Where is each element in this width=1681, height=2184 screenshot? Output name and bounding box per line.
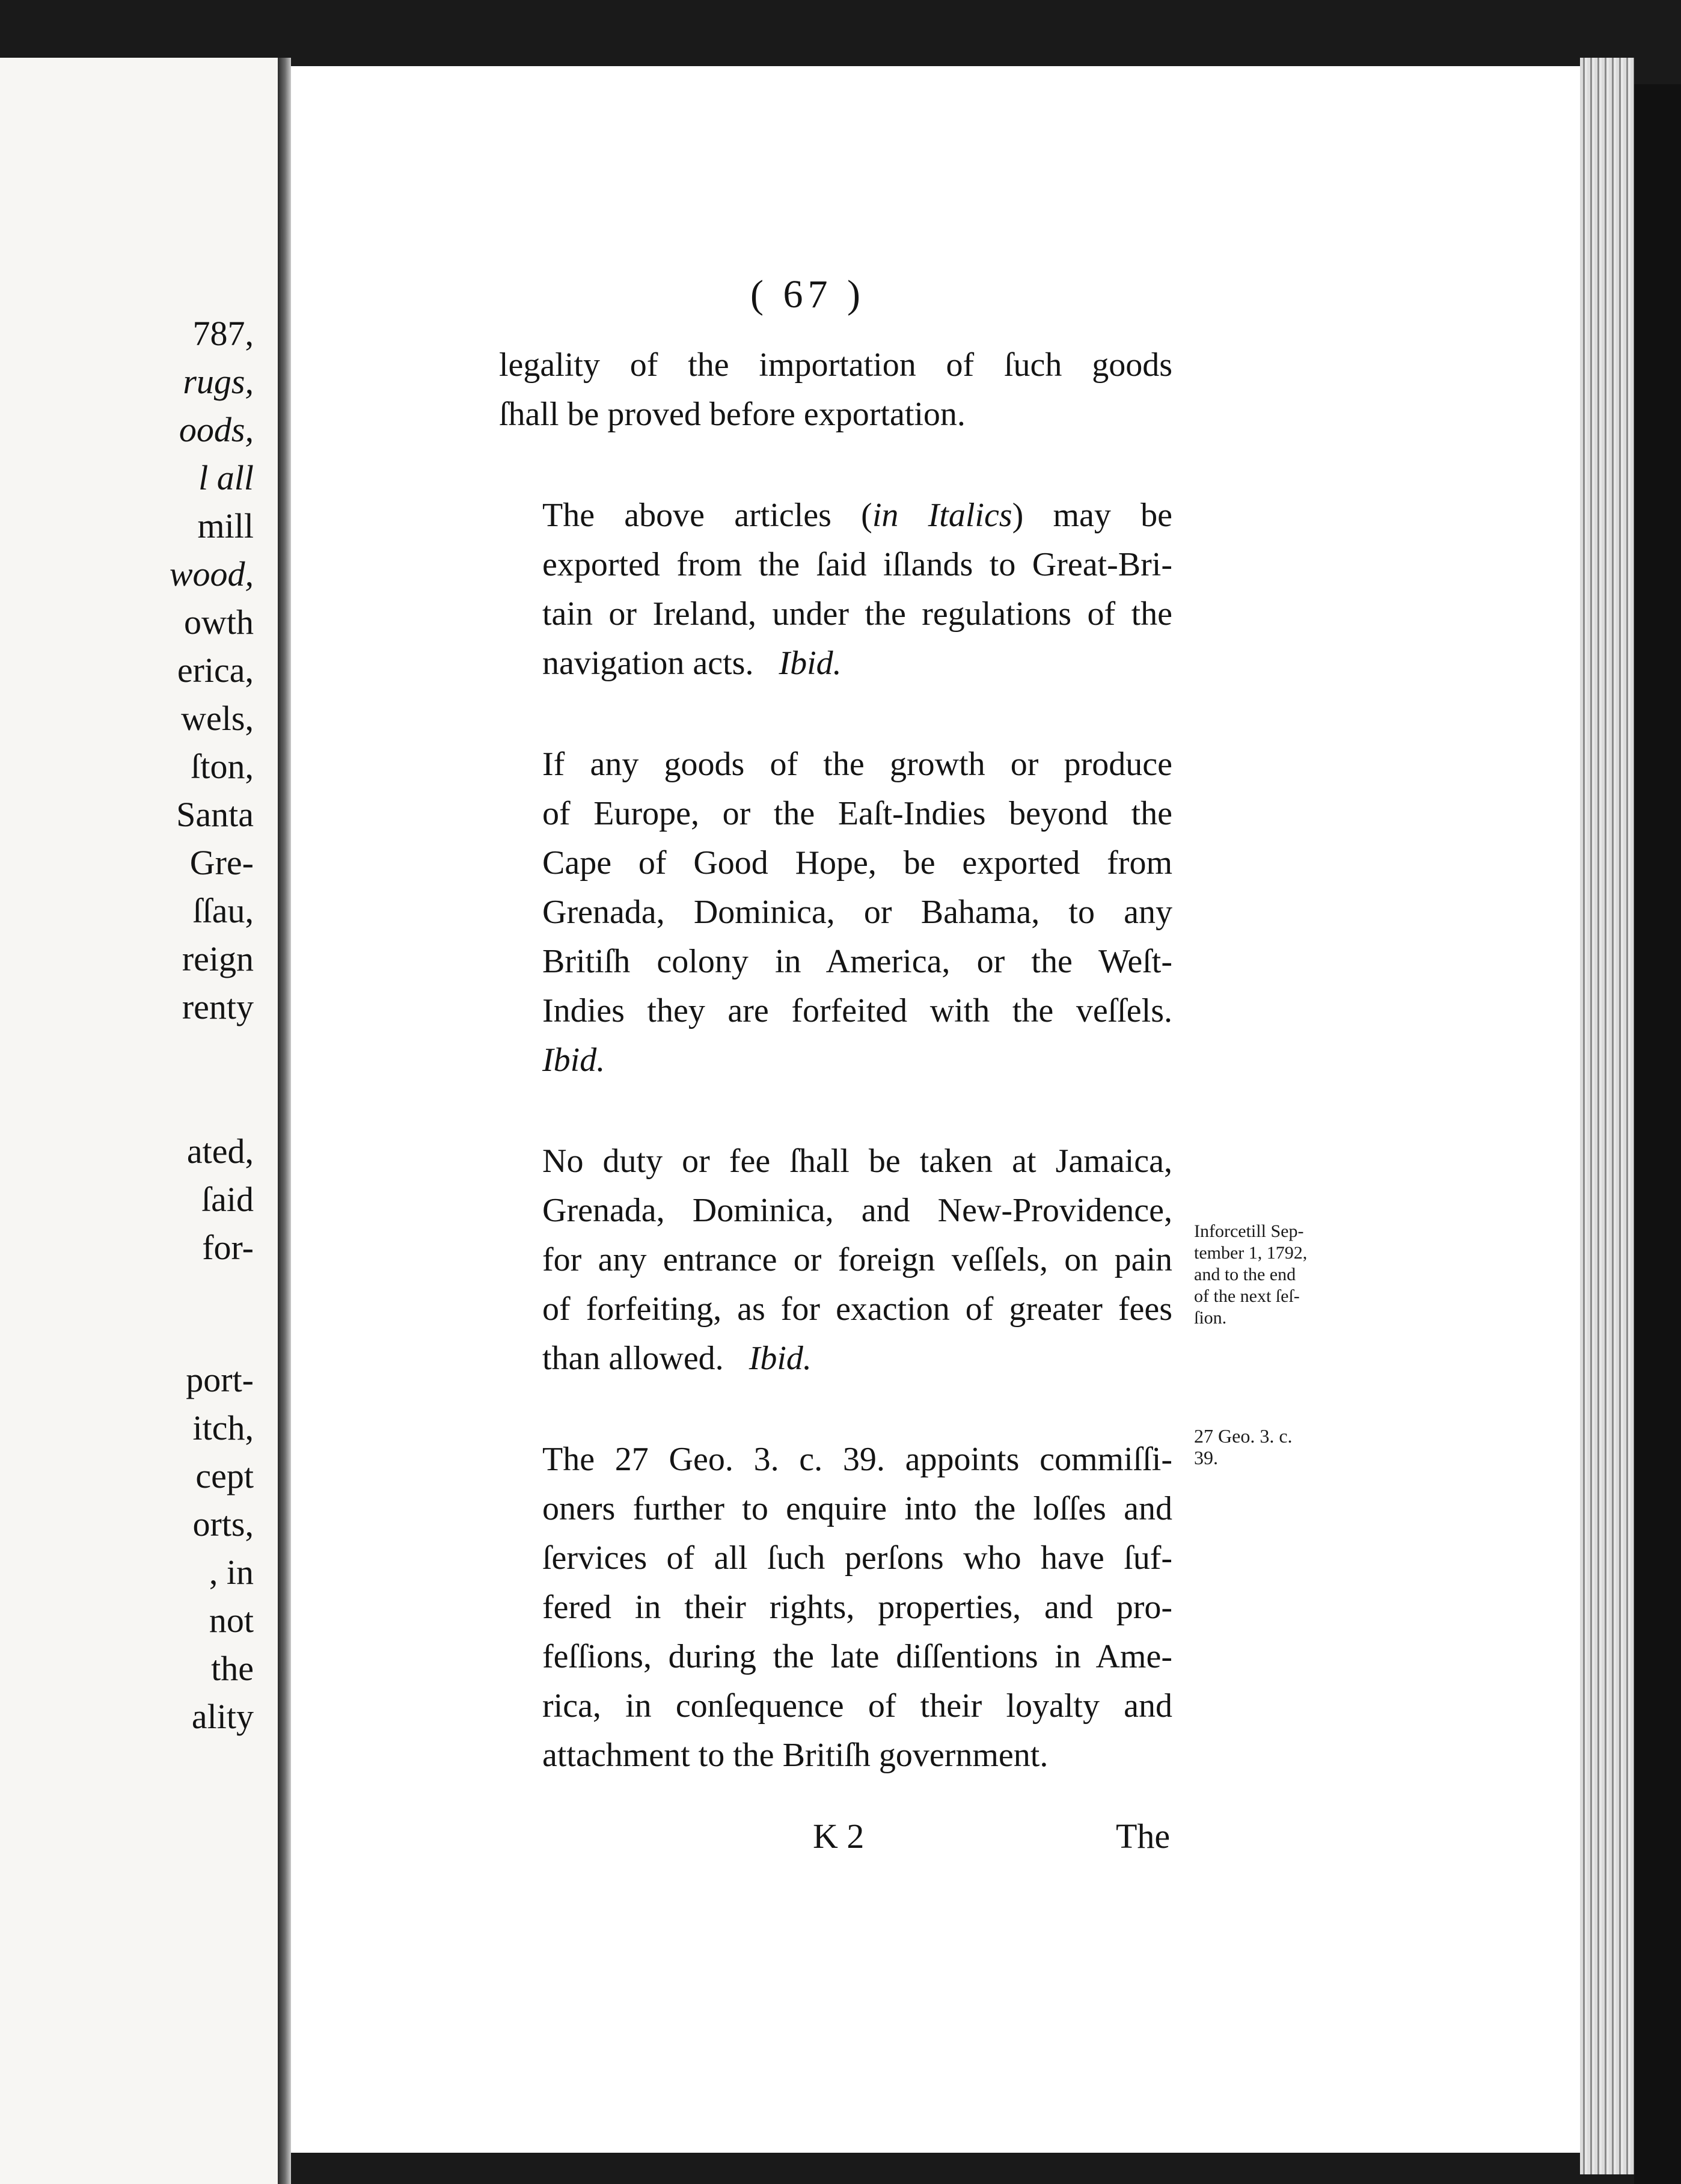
margin-note-line: 39.: [1194, 1447, 1218, 1468]
previous-page-line-end: not: [209, 1601, 254, 1640]
previous-page-line-end: the: [211, 1649, 254, 1688]
margin-note-line: 27 Geo. 3. c.: [1194, 1425, 1293, 1447]
previous-page-line-end: ſaid: [201, 1180, 254, 1219]
previous-page-line-end: ality: [191, 1697, 254, 1736]
previous-page-line-end: renty: [182, 987, 254, 1026]
text-line: Grenada, Dominica, or Bahama, to any: [542, 894, 1172, 931]
page-body-text: [499, 340, 1172, 1832]
text-line: than allowed. Ibid.: [542, 1340, 812, 1377]
text-line: Britiſh colony in America, or the Weſt-: [542, 943, 1172, 980]
margin-note-line: ſion.: [1194, 1308, 1227, 1328]
previous-page-line-end: orts,: [192, 1505, 254, 1544]
previous-page-line-end: 787,: [192, 314, 254, 353]
paragraph-4: [499, 1136, 1172, 1383]
text-line: [499, 1035, 1172, 1085]
gutter-shadow: [281, 229, 287, 1672]
signature-mark: K 2: [813, 1817, 865, 1856]
text-line: exported from the ſaid iſlands to Great-Bri-: [542, 546, 1172, 583]
margin-note-statute: [1194, 1425, 1293, 1468]
page-number: ( 67 ): [750, 272, 865, 316]
text-line: Indies they are forfeited with the veſſels.: [542, 992, 1172, 1029]
paragraph-2: [499, 491, 1172, 688]
previous-page-line-end: , in: [209, 1553, 254, 1592]
text-line: for any entrance or foreign veſſels, on pain: [542, 1241, 1172, 1278]
previous-page-line-end: itch,: [192, 1408, 254, 1447]
text-line: navigation acts. Ibid.: [542, 645, 842, 682]
previous-page-line-end: port-: [186, 1360, 254, 1399]
previous-page-line-end: ated,: [186, 1132, 254, 1171]
page-edges: [1580, 58, 1634, 2174]
previous-page-line-end: erica,: [177, 651, 254, 690]
italic-phrase: in Italics: [872, 497, 1012, 534]
paragraph-5: [499, 1435, 1172, 1780]
previous-page-line-end: Gre-: [189, 843, 254, 882]
previous-page-line-end: for-: [202, 1228, 254, 1267]
previous-page-line-end: Santa: [176, 795, 254, 834]
catchword: The: [1116, 1817, 1171, 1856]
previous-page-line-end: rugs,: [183, 362, 254, 401]
text-line: ſhall be proved before exportation.: [499, 396, 966, 433]
text-line: feſſions, during the late diſſentions in Ame-: [542, 1638, 1172, 1675]
text-line: No duty or fee ſhall be taken at Jamaica,: [542, 1143, 1172, 1180]
margin-note-line: and to the end: [1194, 1265, 1296, 1284]
margin-note-line: of the next ſeſ-: [1194, 1286, 1300, 1306]
text-line: Grenada, Dominica, and New-Providence,: [542, 1192, 1172, 1229]
text-line: Cape of Good Hope, be exported from: [542, 844, 1172, 882]
paragraph-1: [499, 340, 1172, 439]
scan-background-right: [1634, 84, 1681, 2184]
previous-page-line-end: mill: [197, 506, 254, 545]
text-line: attachment to the Britiſh government.: [542, 1737, 1049, 1774]
previous-page-line-end: ſſau,: [192, 891, 254, 930]
previous-page-line-end: reign: [182, 939, 254, 978]
text-line: ſervices of all ſuch perſons who have ſuf-: [542, 1539, 1172, 1577]
text-line: If any goods of the growth or produce: [542, 746, 1172, 783]
previous-page-line-end: owth: [184, 603, 254, 642]
ibid-citation: Ibid.: [749, 1340, 812, 1377]
margin-note-in-force: [1194, 1221, 1307, 1329]
text-line: of Europe, or the Eaſt-Indies beyond the: [542, 795, 1172, 832]
text-line: of forfeiting, as for exaction of greater fees: [542, 1290, 1172, 1328]
text-line: The above articles (in Italics) may be: [542, 497, 1173, 534]
text-line: tain or Ireland, under the regulations of the: [542, 595, 1172, 633]
text-line: The 27 Geo. 3. c. 39. appoints commiſſi-: [542, 1441, 1172, 1478]
ibid-citation: Ibid.: [779, 645, 842, 682]
previous-page-line-end: ſton,: [191, 747, 254, 786]
ibid-citation: Ibid.: [542, 1041, 605, 1079]
text-line: rica, in conſequence of their loyalty and: [542, 1687, 1172, 1725]
previous-page-fragment: [0, 58, 278, 2184]
text-line: oners further to enquire into the loſſes and: [542, 1490, 1172, 1527]
text-line: fered in their rights, properties, and pro-: [542, 1589, 1172, 1626]
margin-note-line: tember 1, 1792,: [1194, 1243, 1308, 1263]
previous-page-line-end: cept: [195, 1456, 254, 1495]
previous-page-line-end: wood,: [169, 554, 254, 594]
paragraph-3: [499, 740, 1172, 1085]
previous-page-line-end: wels,: [181, 699, 254, 738]
previous-page-line-end: l all: [198, 458, 254, 497]
previous-page-line-end: oods,: [179, 410, 254, 449]
margin-note-line: Inforcetill Sep-: [1194, 1221, 1304, 1241]
text-line: legality of the importation of ſuch goods: [499, 346, 1172, 384]
